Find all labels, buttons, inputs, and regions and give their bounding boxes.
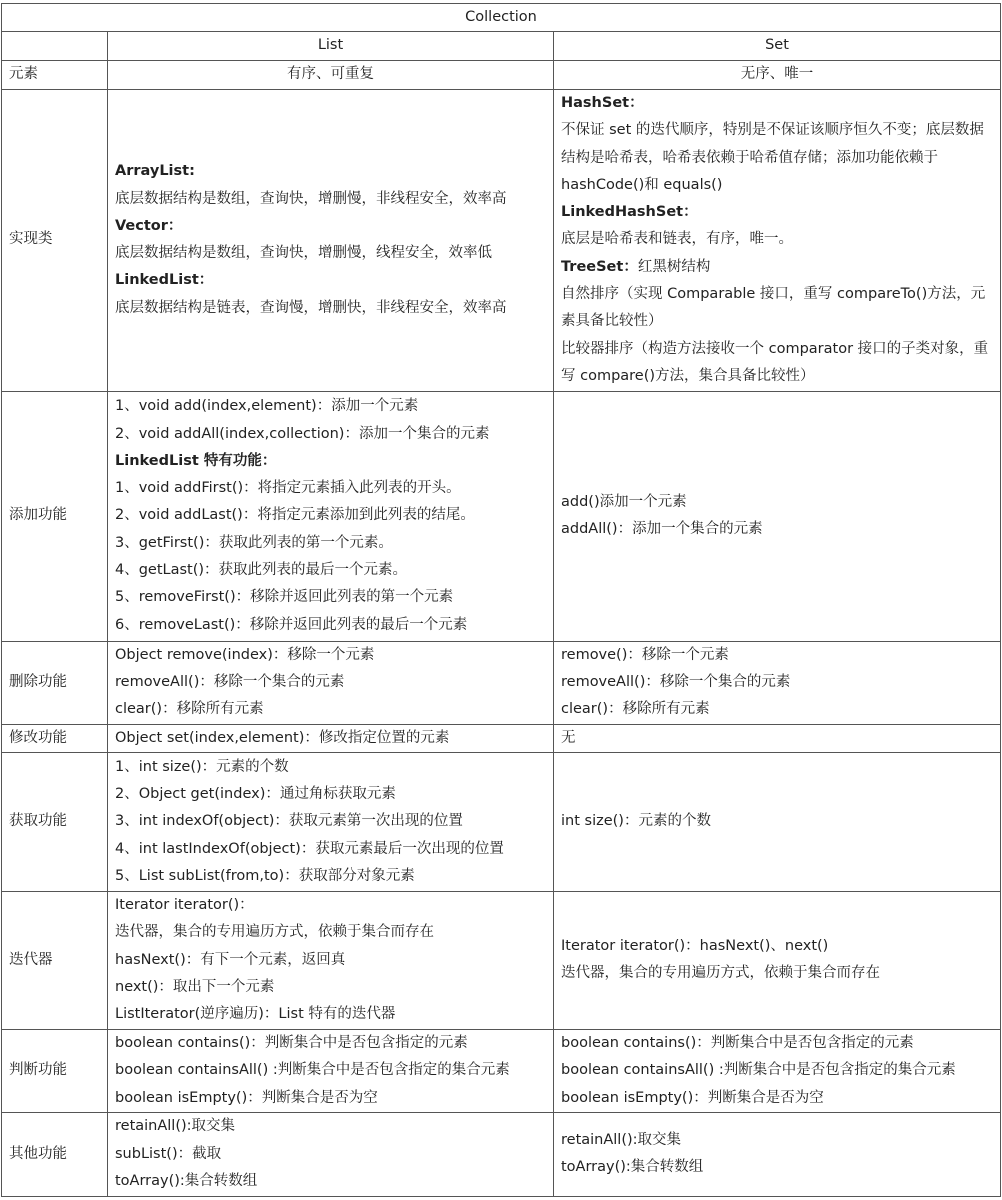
list-item: Object remove(index)：移除一个元素 (115, 646, 375, 663)
impl-set-treeset-desc: 红黑树结构 (637, 258, 711, 275)
list-item: clear()：移除所有元素 (561, 701, 710, 718)
get-list (108, 752, 554, 891)
impl-set-comparator-order: 比较器排序（构造方法接收一个 comparator 接口的子类对象，重写 compare()方法，集合具备比较性） (561, 340, 989, 384)
impl-set-linkedhashset-desc: 底层是哈希表和链表，有序，唯一。 (561, 231, 793, 248)
impl-list (108, 89, 554, 391)
list-item: 3、getFirst()：获取此列表的第一个元素。 (115, 534, 393, 551)
list-item: retainAll():取交集 (115, 1118, 236, 1135)
add-set (554, 391, 1001, 641)
element-set: 无序、唯一 (554, 60, 1001, 89)
row-label-remove: 删除功能 (2, 641, 108, 724)
list-item: boolean containsAll() :判断集合中是否包含指定的集合元素 (561, 1062, 956, 1079)
list-item: toArray():集合转数组 (115, 1173, 258, 1190)
row-label-impl: 实现类 (2, 89, 108, 391)
modify-list: Object set(index,element)：修改指定位置的元素 (108, 724, 554, 752)
row-impl (2, 89, 1001, 391)
element-list: 有序、可重复 (108, 60, 554, 89)
remove-set (554, 641, 1001, 724)
list-item: 5、removeFirst()：移除并返回此列表的第一个元素 (115, 589, 454, 606)
list-item: Iterator iterator()：hasNext()、next() (561, 938, 829, 955)
list-item: 3、int indexOf(object)：获取元素第一次出现的位置 (115, 813, 463, 830)
table-title-row (2, 4, 1001, 32)
list-item: boolean isEmpty()：判断集合是否为空 (115, 1089, 378, 1106)
list-item: removeAll()：移除一个集合的元素 (115, 673, 345, 690)
list-item: 2、Object get(index)：通过角标获取元素 (115, 785, 396, 802)
linkedlist-feature-title: LinkedList 特有功能： (115, 452, 277, 469)
list-item: next()：取出下一个元素 (115, 979, 275, 996)
row-label-add: 添加功能 (2, 391, 108, 641)
add-list (108, 391, 554, 641)
list-item: 4、int lastIndexOf(object)：获取元素最后一次出现的位置 (115, 840, 504, 857)
iter-set (554, 891, 1001, 1029)
judge-list (108, 1029, 554, 1112)
list-item: 5、List subList(from,to)：获取部分对象元素 (115, 867, 415, 884)
impl-set-natural-order: 自然排序（实现 Comparable 接口，重写 compareTo()方法，元素具备比较性） (561, 286, 986, 330)
impl-list-arraylist-desc: 底层数据结构是数组，查询快，增删慢，非线程安全，效率高 (115, 190, 507, 207)
impl-set-hashset-desc: 不保证 set 的迭代顺序，特别是不保证该顺序恒久不变；底层数据结构是哈希表，哈希表依赖于哈希值存储；添加功能依赖于 hashCode()和 equals() (561, 122, 984, 193)
row-judge (2, 1029, 1001, 1112)
list-item: 1、int size()：元素的个数 (115, 758, 289, 775)
row-remove (2, 641, 1001, 724)
row-modify (2, 724, 1001, 752)
list-item: 1、void addFirst()：将指定元素插入此列表的开头。 (115, 480, 461, 497)
list-item: 迭代器，集合的专用遍历方式，依赖于集合而存在 (561, 965, 880, 982)
row-other (2, 1112, 1001, 1196)
impl-list-vector-title: Vector： (115, 217, 183, 234)
impl-set-treeset-title: TreeSet： (561, 258, 638, 275)
list-item: boolean contains()：判断集合中是否包含指定的元素 (561, 1034, 914, 1051)
list-item: 1、void add(index,element)：添加一个元素 (115, 398, 419, 415)
header-list: List (108, 32, 554, 60)
list-item: addAll()：添加一个集合的元素 (561, 521, 763, 538)
list-item: subList()：截取 (115, 1145, 222, 1162)
impl-list-linkedlist-desc: 底层数据结构是链表，查询慢，增删快，非线程安全，效率高 (115, 299, 507, 316)
list-item: boolean contains()：判断集合中是否包含指定的元素 (115, 1034, 468, 1051)
list-item: boolean isEmpty()：判断集合是否为空 (561, 1089, 824, 1106)
list-item: Iterator iterator()： (115, 897, 254, 914)
list-item: 6、removeLast()：移除并返回此列表的最后一个元素 (115, 616, 468, 633)
list-item: toArray():集合转数组 (561, 1159, 704, 1176)
remove-list (108, 641, 554, 724)
row-label-element: 元素 (2, 60, 108, 89)
row-label-get: 获取功能 (2, 752, 108, 891)
impl-set (554, 89, 1001, 391)
list-item: 2、void addLast()：将指定元素添加到此列表的结尾。 (115, 507, 475, 524)
list-item: removeAll()：移除一个集合的元素 (561, 673, 791, 690)
list-item: clear()：移除所有元素 (115, 701, 264, 718)
list-item: ListIterator(逆序遍历)：List 特有的迭代器 (115, 1006, 396, 1023)
collection-comparison-table (1, 3, 1001, 1197)
list-item: retainAll():取交集 (561, 1132, 682, 1149)
list-item: 4、getLast()：获取此列表的最后一个元素。 (115, 562, 408, 579)
other-set (554, 1112, 1001, 1196)
judge-set (554, 1029, 1001, 1112)
impl-set-linkedhashset-title: LinkedHashSet： (561, 204, 698, 221)
list-item: add()添加一个元素 (561, 493, 687, 510)
row-iter (2, 891, 1001, 1029)
list-item: hasNext()：有下一个元素，返回真 (115, 951, 346, 968)
row-get (2, 752, 1001, 891)
header-empty (2, 32, 108, 60)
row-label-judge: 判断功能 (2, 1029, 108, 1112)
impl-set-hashset-title: HashSet： (561, 94, 644, 111)
list-item: remove()：移除一个元素 (561, 646, 729, 663)
row-label-iter: 迭代器 (2, 891, 108, 1029)
header-set: Set (554, 32, 1001, 60)
table-header-row (2, 32, 1001, 60)
list-item: 迭代器，集合的专用遍历方式，依赖于集合而存在 (115, 924, 434, 941)
list-item: boolean containsAll() :判断集合中是否包含指定的集合元素 (115, 1062, 510, 1079)
get-set: int size()：元素的个数 (554, 752, 1001, 891)
iter-list (108, 891, 554, 1029)
impl-list-vector-desc: 底层数据结构是数组，查询快，增删慢，线程安全，效率低 (115, 245, 492, 262)
list-item: 2、void addAll(index,collection)：添加一个集合的元素 (115, 425, 490, 442)
row-add (2, 391, 1001, 641)
other-list (108, 1112, 554, 1196)
table-title: Collection (2, 4, 1001, 32)
modify-set: 无 (554, 724, 1001, 752)
impl-list-arraylist-title: ArrayList: (115, 163, 195, 180)
row-label-other: 其他功能 (2, 1112, 108, 1196)
row-element (2, 60, 1001, 89)
impl-list-linkedlist-title: LinkedList： (115, 272, 214, 289)
row-label-modify: 修改功能 (2, 724, 108, 752)
